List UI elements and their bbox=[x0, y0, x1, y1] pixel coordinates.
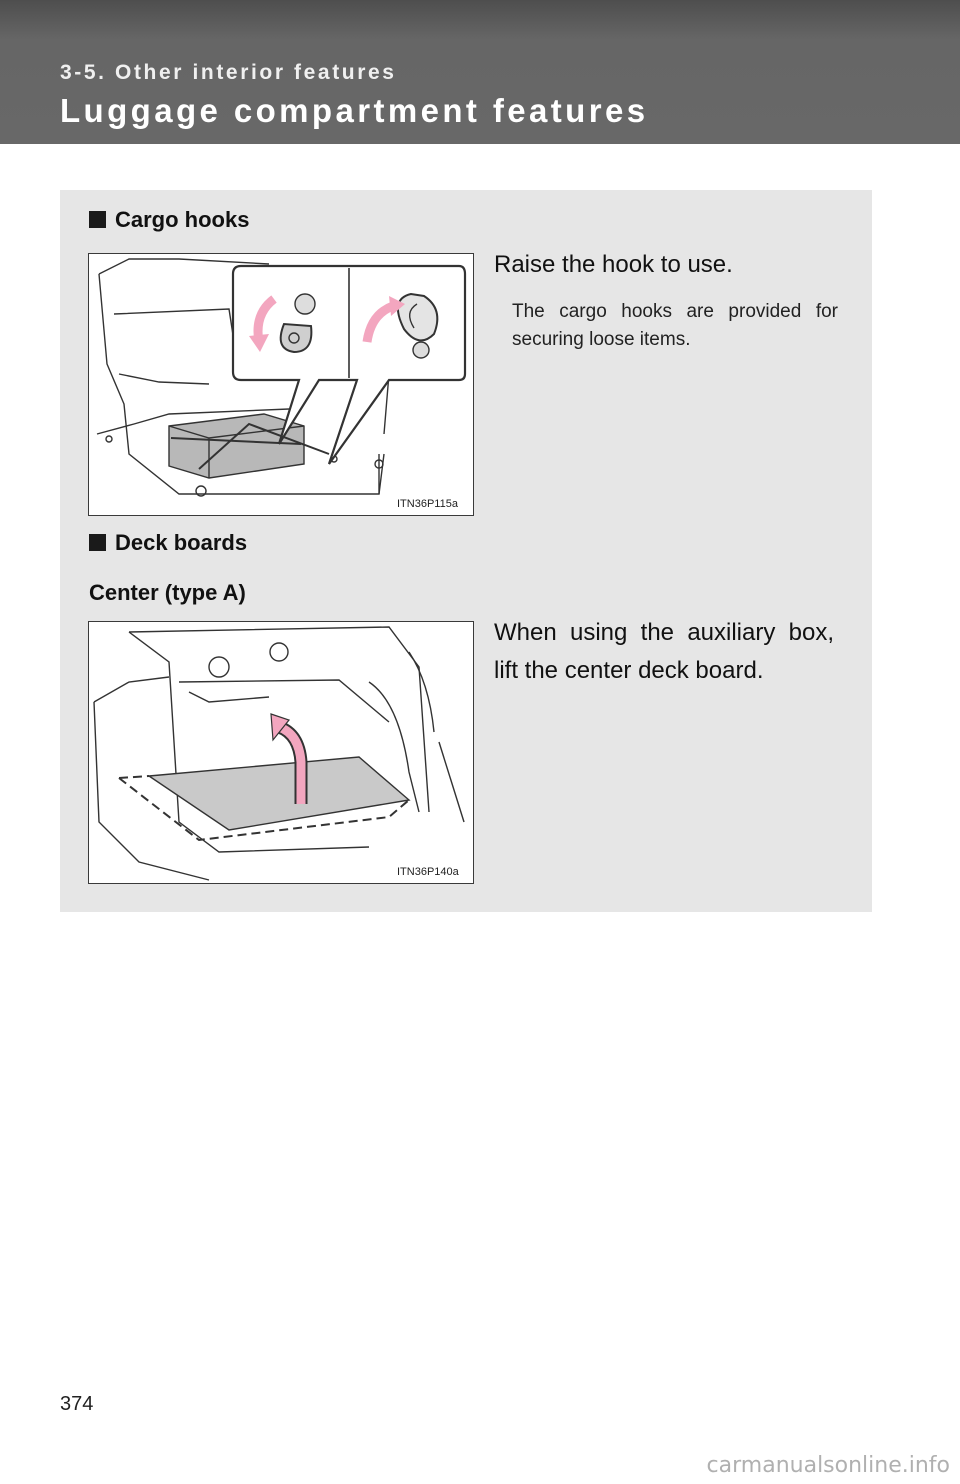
figure-code: ITN36P140a bbox=[397, 866, 459, 878]
deck-boards-heading-text: Deck boards bbox=[115, 530, 248, 555]
content-panel bbox=[60, 190, 872, 912]
square-bullet-icon bbox=[89, 211, 106, 228]
page-title: Luggage compartment features bbox=[60, 92, 649, 129]
cargo-hooks-drawing bbox=[89, 254, 473, 515]
cargo-hooks-instruction: Raise the hook to use. bbox=[494, 251, 733, 278]
square-bullet-icon bbox=[89, 534, 106, 551]
section-label: 3-5. Other interior features bbox=[60, 61, 397, 84]
page-number: 374 bbox=[60, 1393, 94, 1415]
deck-boards-drawing bbox=[89, 622, 473, 883]
cargo-hooks-note: The cargo hooks are provided for securing loose items. bbox=[512, 301, 838, 350]
deck-boards-instruction: When using the auxiliary box, lift the center deck board. bbox=[494, 619, 834, 684]
watermark: carmanualsonline.info bbox=[706, 1453, 950, 1478]
cargo-hooks-illustration bbox=[88, 253, 474, 516]
page-header bbox=[0, 0, 960, 144]
deck-boards-heading bbox=[89, 530, 247, 556]
cargo-hooks-heading-text: Cargo hooks bbox=[115, 207, 250, 232]
deck-boards-illustration bbox=[88, 621, 474, 884]
cargo-hooks-heading bbox=[89, 207, 249, 233]
figure-code: ITN36P115a bbox=[397, 498, 458, 510]
deck-boards-subheading: Center (type A) bbox=[89, 580, 246, 605]
